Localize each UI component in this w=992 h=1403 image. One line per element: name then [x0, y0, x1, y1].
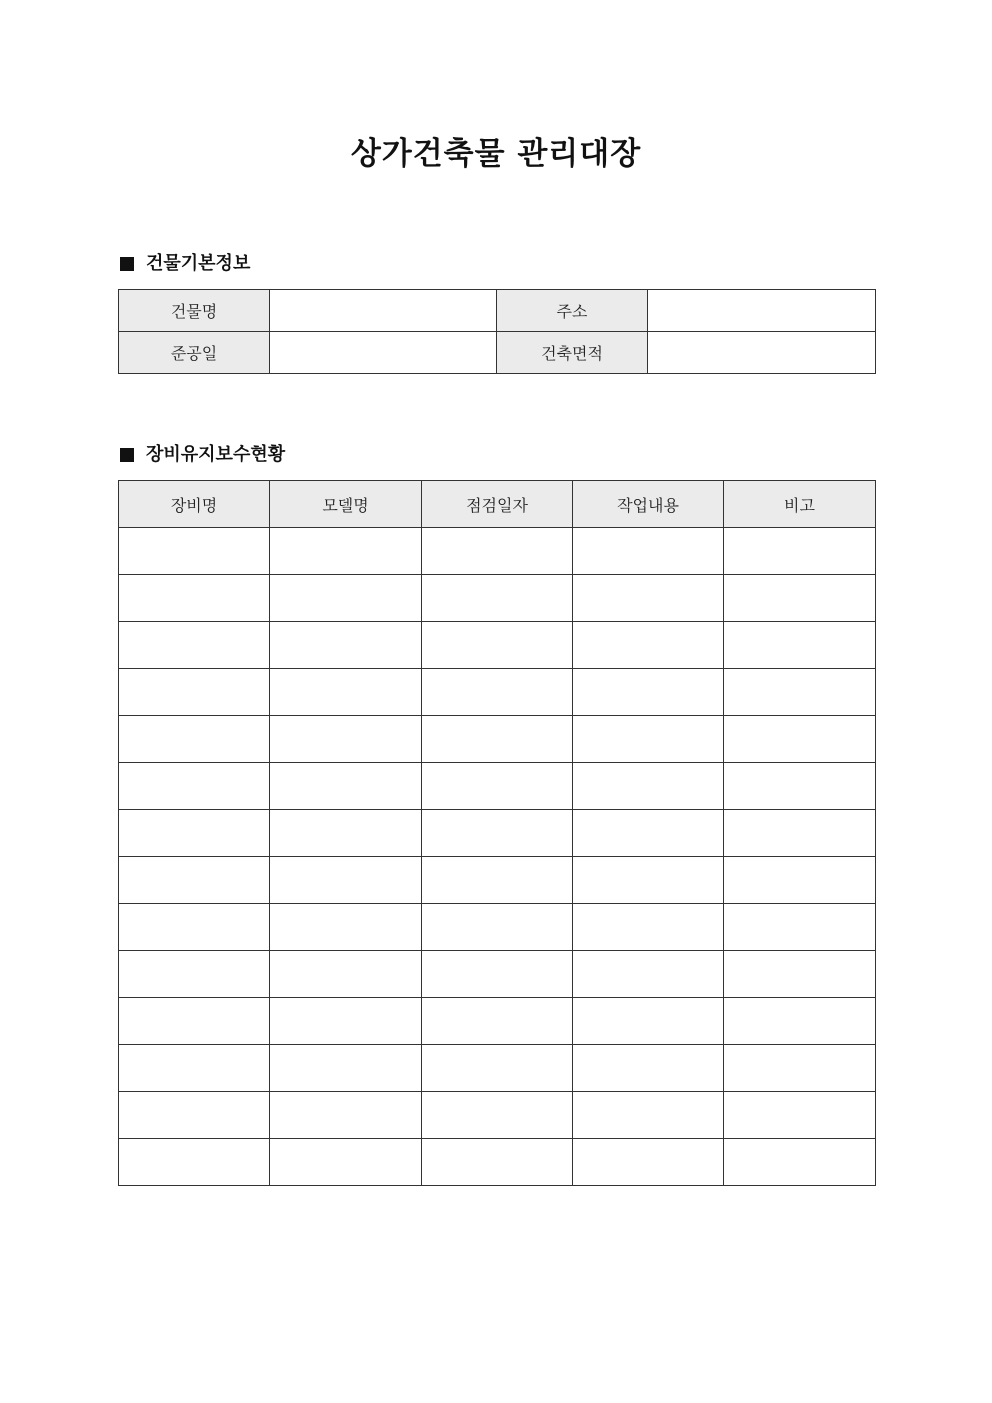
table-row: [119, 575, 876, 622]
column-header-model-name: 모델명: [270, 481, 422, 528]
table-row: [119, 1092, 876, 1139]
model-name-cell[interactable]: [270, 857, 422, 904]
equipment-name-cell[interactable]: [119, 951, 270, 998]
equipment-name-cell[interactable]: [119, 575, 270, 622]
column-header-remarks: 비고: [724, 481, 876, 528]
table-row: [119, 857, 876, 904]
remarks-cell[interactable]: [724, 528, 876, 575]
inspection-date-cell[interactable]: [422, 857, 573, 904]
equipment-name-cell[interactable]: [119, 1092, 270, 1139]
remarks-cell[interactable]: [724, 669, 876, 716]
remarks-cell[interactable]: [724, 1092, 876, 1139]
model-name-cell[interactable]: [270, 669, 422, 716]
inspection-date-cell[interactable]: [422, 575, 573, 622]
table-row: [119, 998, 876, 1045]
model-name-cell[interactable]: [270, 716, 422, 763]
equipment-name-cell[interactable]: [119, 857, 270, 904]
building-area-label: 건축면적: [497, 332, 648, 374]
section-heading-maintenance: [118, 442, 285, 468]
equipment-name-cell[interactable]: [119, 1045, 270, 1092]
remarks-cell[interactable]: [724, 622, 876, 669]
inspection-date-cell[interactable]: [422, 669, 573, 716]
table-row: [119, 810, 876, 857]
completion-date-label: 준공일: [119, 332, 270, 374]
section-heading-label: 건물기본정보: [146, 253, 251, 274]
model-name-cell[interactable]: [270, 1092, 422, 1139]
table-header-row: [119, 481, 876, 528]
work-details-cell[interactable]: [573, 951, 724, 998]
model-name-cell[interactable]: [270, 810, 422, 857]
work-details-cell[interactable]: [573, 904, 724, 951]
model-name-cell[interactable]: [270, 904, 422, 951]
work-details-cell[interactable]: [573, 1139, 724, 1186]
remarks-cell[interactable]: [724, 575, 876, 622]
section-heading-label: 장비유지보수현황: [146, 444, 286, 465]
work-details-cell[interactable]: [573, 1045, 724, 1092]
work-details-cell[interactable]: [573, 998, 724, 1045]
model-name-cell[interactable]: [270, 1045, 422, 1092]
square-bullet-icon: [120, 257, 134, 271]
inspection-date-cell[interactable]: [422, 810, 573, 857]
table-row: [119, 669, 876, 716]
inspection-date-cell[interactable]: [422, 528, 573, 575]
inspection-date-cell[interactable]: [422, 951, 573, 998]
address-label: 주소: [497, 290, 648, 332]
address-field[interactable]: [648, 290, 876, 332]
remarks-cell[interactable]: [724, 716, 876, 763]
table-row: [119, 290, 876, 332]
table-row: [119, 904, 876, 951]
model-name-cell[interactable]: [270, 998, 422, 1045]
maintenance-table-body: [119, 528, 876, 1186]
equipment-name-cell[interactable]: [119, 763, 270, 810]
completion-date-field[interactable]: [270, 332, 497, 374]
section-heading-building-info: [118, 251, 250, 277]
remarks-cell[interactable]: [724, 763, 876, 810]
table-row: [119, 622, 876, 669]
inspection-date-cell[interactable]: [422, 1092, 573, 1139]
inspection-date-cell[interactable]: [422, 716, 573, 763]
work-details-cell[interactable]: [573, 763, 724, 810]
equipment-name-cell[interactable]: [119, 528, 270, 575]
remarks-cell[interactable]: [724, 1045, 876, 1092]
building-area-field[interactable]: [648, 332, 876, 374]
inspection-date-cell[interactable]: [422, 763, 573, 810]
equipment-name-cell[interactable]: [119, 716, 270, 763]
inspection-date-cell[interactable]: [422, 998, 573, 1045]
equipment-name-cell[interactable]: [119, 669, 270, 716]
remarks-cell[interactable]: [724, 951, 876, 998]
remarks-cell[interactable]: [724, 904, 876, 951]
work-details-cell[interactable]: [573, 528, 724, 575]
inspection-date-cell[interactable]: [422, 622, 573, 669]
work-details-cell[interactable]: [573, 575, 724, 622]
table-row: [119, 1045, 876, 1092]
model-name-cell[interactable]: [270, 575, 422, 622]
remarks-cell[interactable]: [724, 998, 876, 1045]
work-details-cell[interactable]: [573, 1092, 724, 1139]
column-header-inspection-date: 점검일자: [422, 481, 573, 528]
equipment-name-cell[interactable]: [119, 998, 270, 1045]
remarks-cell[interactable]: [724, 810, 876, 857]
column-header-work-details: 작업내용: [573, 481, 724, 528]
remarks-cell[interactable]: [724, 857, 876, 904]
inspection-date-cell[interactable]: [422, 904, 573, 951]
table-row: [119, 528, 876, 575]
equipment-name-cell[interactable]: [119, 904, 270, 951]
model-name-cell[interactable]: [270, 763, 422, 810]
square-bullet-icon: [120, 448, 134, 462]
table-row: [119, 763, 876, 810]
table-row: [119, 951, 876, 998]
model-name-cell[interactable]: [270, 528, 422, 575]
table-row: [119, 332, 876, 374]
building-name-label: 건물명: [119, 290, 270, 332]
work-details-cell[interactable]: [573, 716, 724, 763]
model-name-cell[interactable]: [270, 951, 422, 998]
work-details-cell[interactable]: [573, 669, 724, 716]
model-name-cell[interactable]: [270, 622, 422, 669]
table-row: [119, 716, 876, 763]
work-details-cell[interactable]: [573, 810, 724, 857]
work-details-cell[interactable]: [573, 857, 724, 904]
building-info-table: [118, 289, 876, 374]
equipment-name-cell[interactable]: [119, 622, 270, 669]
inspection-date-cell[interactable]: [422, 1139, 573, 1186]
work-details-cell[interactable]: [573, 622, 724, 669]
maintenance-table: [118, 480, 876, 1186]
model-name-cell[interactable]: [270, 1139, 422, 1186]
equipment-name-cell[interactable]: [119, 810, 270, 857]
equipment-name-cell[interactable]: [119, 1139, 270, 1186]
column-header-equipment-name: 장비명: [119, 481, 270, 528]
remarks-cell[interactable]: [724, 1139, 876, 1186]
page-title: 상가건축물 관리대장: [350, 136, 642, 172]
inspection-date-cell[interactable]: [422, 1045, 573, 1092]
table-row: [119, 1139, 876, 1186]
building-name-field[interactable]: [270, 290, 497, 332]
